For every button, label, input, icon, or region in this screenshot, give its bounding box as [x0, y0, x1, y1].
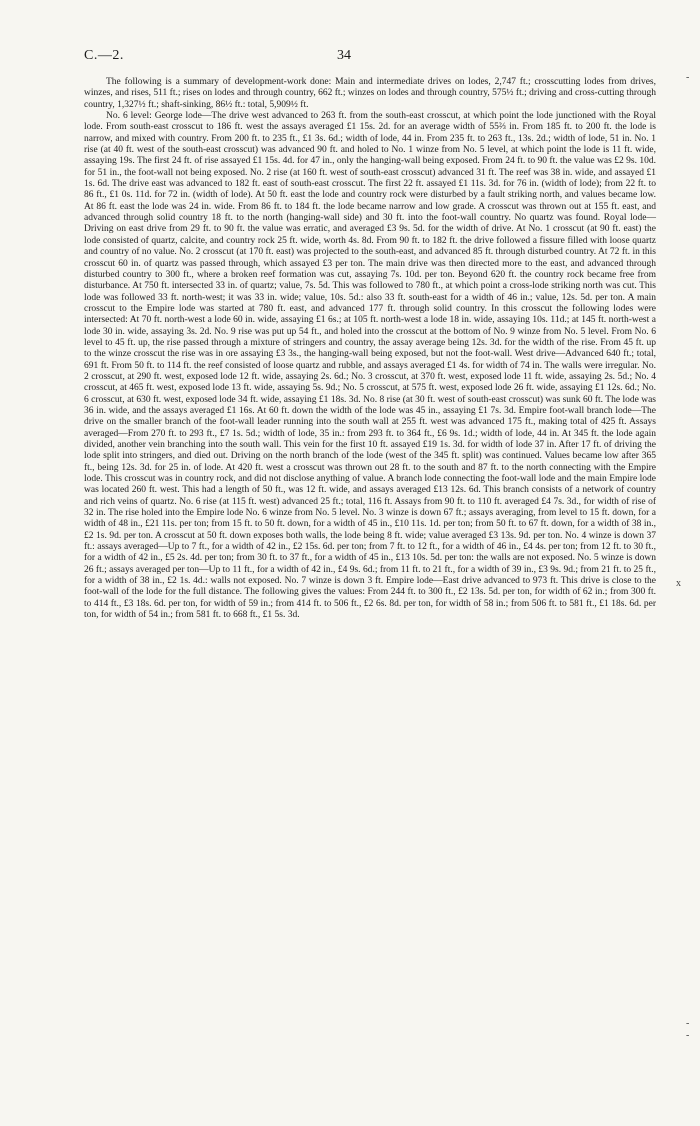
margin-mark: - [686, 72, 690, 83]
body-text [84, 77, 656, 622]
page-number: 34 [337, 48, 351, 63]
margin-mark: - [686, 1030, 690, 1041]
margin-mark: x [676, 578, 681, 589]
document-reference: C.—2. [84, 48, 124, 63]
margin-mark: - [686, 1018, 690, 1029]
paragraph-no6-level: No. 6 level: George lode—The drive west advanced to 263 ft. from the south-east crosscut, at which point the lode junctioned with the Royal lode. From south-east crosscut to 186 ft. west the assays averaged £1 15s. 2d. for an average width of 55⅔ in. From 185 ft. to 200 ft. the lode is narrow, and mixed with country. From 200 ft. to 235 ft., £1 3s. 6d.; width of lode, 44 in. From 235 ft. to 263 ft., 13s. 2d.; width of lode, 51 in. No. 1 rise (at 40 ft. west of the south-east crosscut) was advanced 90 ft. and holed to No. 1 winze from No. 5 level, at which point the lode is 11 ft. wide, assaying 19s. The first 24 ft. of rise assayed £1 15s. 4d. for 47 in., only the hanging-wall being exposed. From 24 ft. to 90 ft. the value was £2 9s. 10d. for 51 in., the foot-wall not being exposed. No. 2 rise (at 160 ft. west of south-east crosscut) advanced 31 ft. The reef was 38 in. wide, and assayed £1 1s. 6d. The drive east was advanced to 182 ft. east of south-east crosscut. The first 22 ft. assayed £1 11s. 3d. for 76 in. (width of lode); from 22 ft. to 86 ft., £1 0s. 11d. for 72 in. (width of lode). At 50 ft. east the lode and country rock were disturbed by a fault striking north, and values became low. At 86 ft. east the lode was 24 in. wide. From 86 ft. to 184 ft. the lode became narrow and low grade. A crosscut was thrown out at 155 ft. east, and advanced through solid country 18 ft. to the north (hanging-wall side) and 30 ft. into the foot-wall country. No quartz was found. Royal lode—Driving on east drive from 29 ft. to 90 ft. the value was erratic, and averaged £3 9s. 5d. for the width of drive. At No. 1 crosscut (at 90 ft. east) the lode consisted of quartz, calcite, and country rock 25 ft. wide, worth 4s. 8d. From 90 ft. to 182 ft. the drive followed a fissure filled with loose quartz and country of no value. No. 2 crosscut (at 170 ft. east) was projected to the south-east, and advanced 85 ft. through disturbed country. At 72 ft. in this crosscut 60 in. of quartz was passed through, which assayed £3 per ton. The main drive was then directed more to the east, and advanced through disturbed country to 300 ft., where a broken reef formation was cut, assaying 7s. 10d. per ton. Beyond 620 ft. the country rock became free from disturbance. At 750 ft. intersected 33 in. of quartz; value, 7s. 5d. This was followed to 780 ft., at which point a cross-lode striking north was cut. This lode was followed 33 ft. north-west; it was 33 in. wide; value, 10s. 5d.: also 33 ft. south-east for a width of 46 in.; value, 12s. 5d. per ton. A main crosscut to the Empire lode was started at 780 ft. east, and advanced 177 ft. through solid country. In this crosscut the following lodes were intersected: At 70 ft. north-west a lode 60 in. wide, assaying £1 6s.; at 105 ft. north-west a lode 18 in. wide, assaying 10s. 11d.; at 145 ft. north-west a lode 30 in. wide, assaying 3s. 2d. No. 9 rise was put up 54 ft., and holed into the crosscut at the bottom of No. 9 winze from No. 5 level. From No. 6 level to 45 ft. up, the rise passed through a mixture of stringers and country, the assay average being 12s. 3d. for the width of the rise. From 45 ft. up to the winze crosscut the rise was in ore assaying £3 3s., the hanging-wall being exposed, but not the foot-wall. West drive—Advanced 640 ft.; total, 691 ft. From 50 ft. to 114 ft. the reef consisted of loose quartz and rubble, and assays averaged £1 4s. for width of 74 in. The walls were irregular. No. 2 crosscut, at 290 ft. west, exposed lode 12 ft. wide, assaying 2s. 6d.; No. 3 crosscut, at 370 ft. west, exposed lode 11 ft. wide, assaying 2s. 5d.; No. 4 crosscut, at 465 ft. west, exposed lode 13 ft. wide, assaying 5s. 9d.; No. 5 crosscut, at 575 ft. west, exposed lode 26 ft. wide, assaying £1 12s. 6d.; No. 6 crosscut, at 630 ft. west, exposed lode 34 ft. wide, assaying £1 18s. 3d. No. 8 rise (at 30 ft. west of south-east crosscut) was sunk 60 ft. The lode was 36 in. wide, and the assays averaged £1 16s. At 60 ft. down the width of the lode was 45 in., assaying £1 7s. 3d. Empire foot-wall branch lode—The drive on the smaller branch of the foot-wall leader running into the south wall at 255 ft. west was advanced 175 ft., making total of 425 ft. Assays averaged—From 270 ft. to 293 ft., £7 1s. 5d.; width of lode, 35 in.: from 293 ft. to 364 ft., £6 9s. 1d.; width of lode, 44 in. At 345 ft. the lode again divided, another vein branching into the south wall. This vein for the first 10 ft. assayed £19 1s. 3d. for width of lode 37 in. After 17 ft. of driving the lode split into stringers, and died out. Driving on the north branch of the lode (west of the 345 ft. split) was continued. Values became low after 365 ft., being 12s. 3d. for 25 in. of lode. At 420 ft. west a crosscut was thrown out 28 ft. to the south and 87 ft. to the north connecting with the Empire lode. This crosscut was in country rock, and did not disclose anything of value. A branch lode connecting the foot-wall lode and the main Empire lode was located 260 ft. west. This had a length of 50 ft., was 12 ft. wide, and assays averaged £13 12s. 6d. This branch consists of a network of country and rich veins of quartz. No. 6 rise (at 115 ft. west) advanced 25 ft.; total, 116 ft. Assays from 90 ft. to 110 ft. averaged £4 7s. 3d., for width of rise of 32 in. The rise holed into the Empire lode No. 6 winze from No. 5 level. No. 3 winze is down 67 ft.; assays averaging, from level to 15 ft. down, for a width of 48 in., £21 11s. per ton; from 15 ft. to 50 ft. down, for a width of 45 in., £10 11s. 1d. per ton; from 50 ft. to 67 ft. down, for a width of 38 in., £2 1s. 9d. per ton. A crosscut at 50 ft. down exposes both walls, the lode being 8 ft. wide; value averaged £3 13s. 9d. per ton. No. 4 winze is down 37 ft.: assays averaged—Up to 7 ft., for a width of 42 in., £2 15s. 6d. per ton; from 7 ft. to 12 ft., for a width of 46 in., £4 4s. per ton; from 12 ft. to 30 ft., for a width of 42 in., £5 2s. 4d. per ton; from 30 ft. to 37 ft., for a width of 45 in., £13 10s. 5d. per ton: the walls are not exposed. No. 5 winze is down 26 ft.; assays averaged per ton—Up to 11 ft., for a width of 42 in., £4 9s. 6d.; from 11 ft. to 21 ft., for a width of 39 in., £3 9s. 9d.; from 21 ft. to 25 ft., for a width of 38 in., £2 1s. 4d.: walls not exposed. No. 7 winze is down 3 ft. Empire lode—East drive advanced to 973 ft. This drive is close to the foot-wall of the lode for the full distance. The following gives the values: From 244 ft. to 300 ft., £2 13s. 5d. per ton, for width of 62 in.; from 300 ft. to 414 ft., £3 18s. 6d. per ton, for width of 59 in.; from 414 ft. to 506 ft., £2 6s. 8d. per ton, for width of 58 in.; from 506 ft. to 581 ft., £1 18s. 6d. per ton, for width of 54 in.; from 581 ft. to 668 ft., £1 5s. 3d. [84, 111, 656, 621]
paragraph-summary: The following is a summary of development-work done: Main and intermediate drives on lodes, 2,747 ft.; crosscutting lodes from drives, winzes, and rises, 511 ft.; rises on lodes and through country, 662 ft.; winzes on lodes and through country, 575½ ft.; driving and cross-cutting through country, 1,327½ ft.; shaft-sinking, 86½ ft.: total, 5,909½ ft. [84, 77, 657, 110]
